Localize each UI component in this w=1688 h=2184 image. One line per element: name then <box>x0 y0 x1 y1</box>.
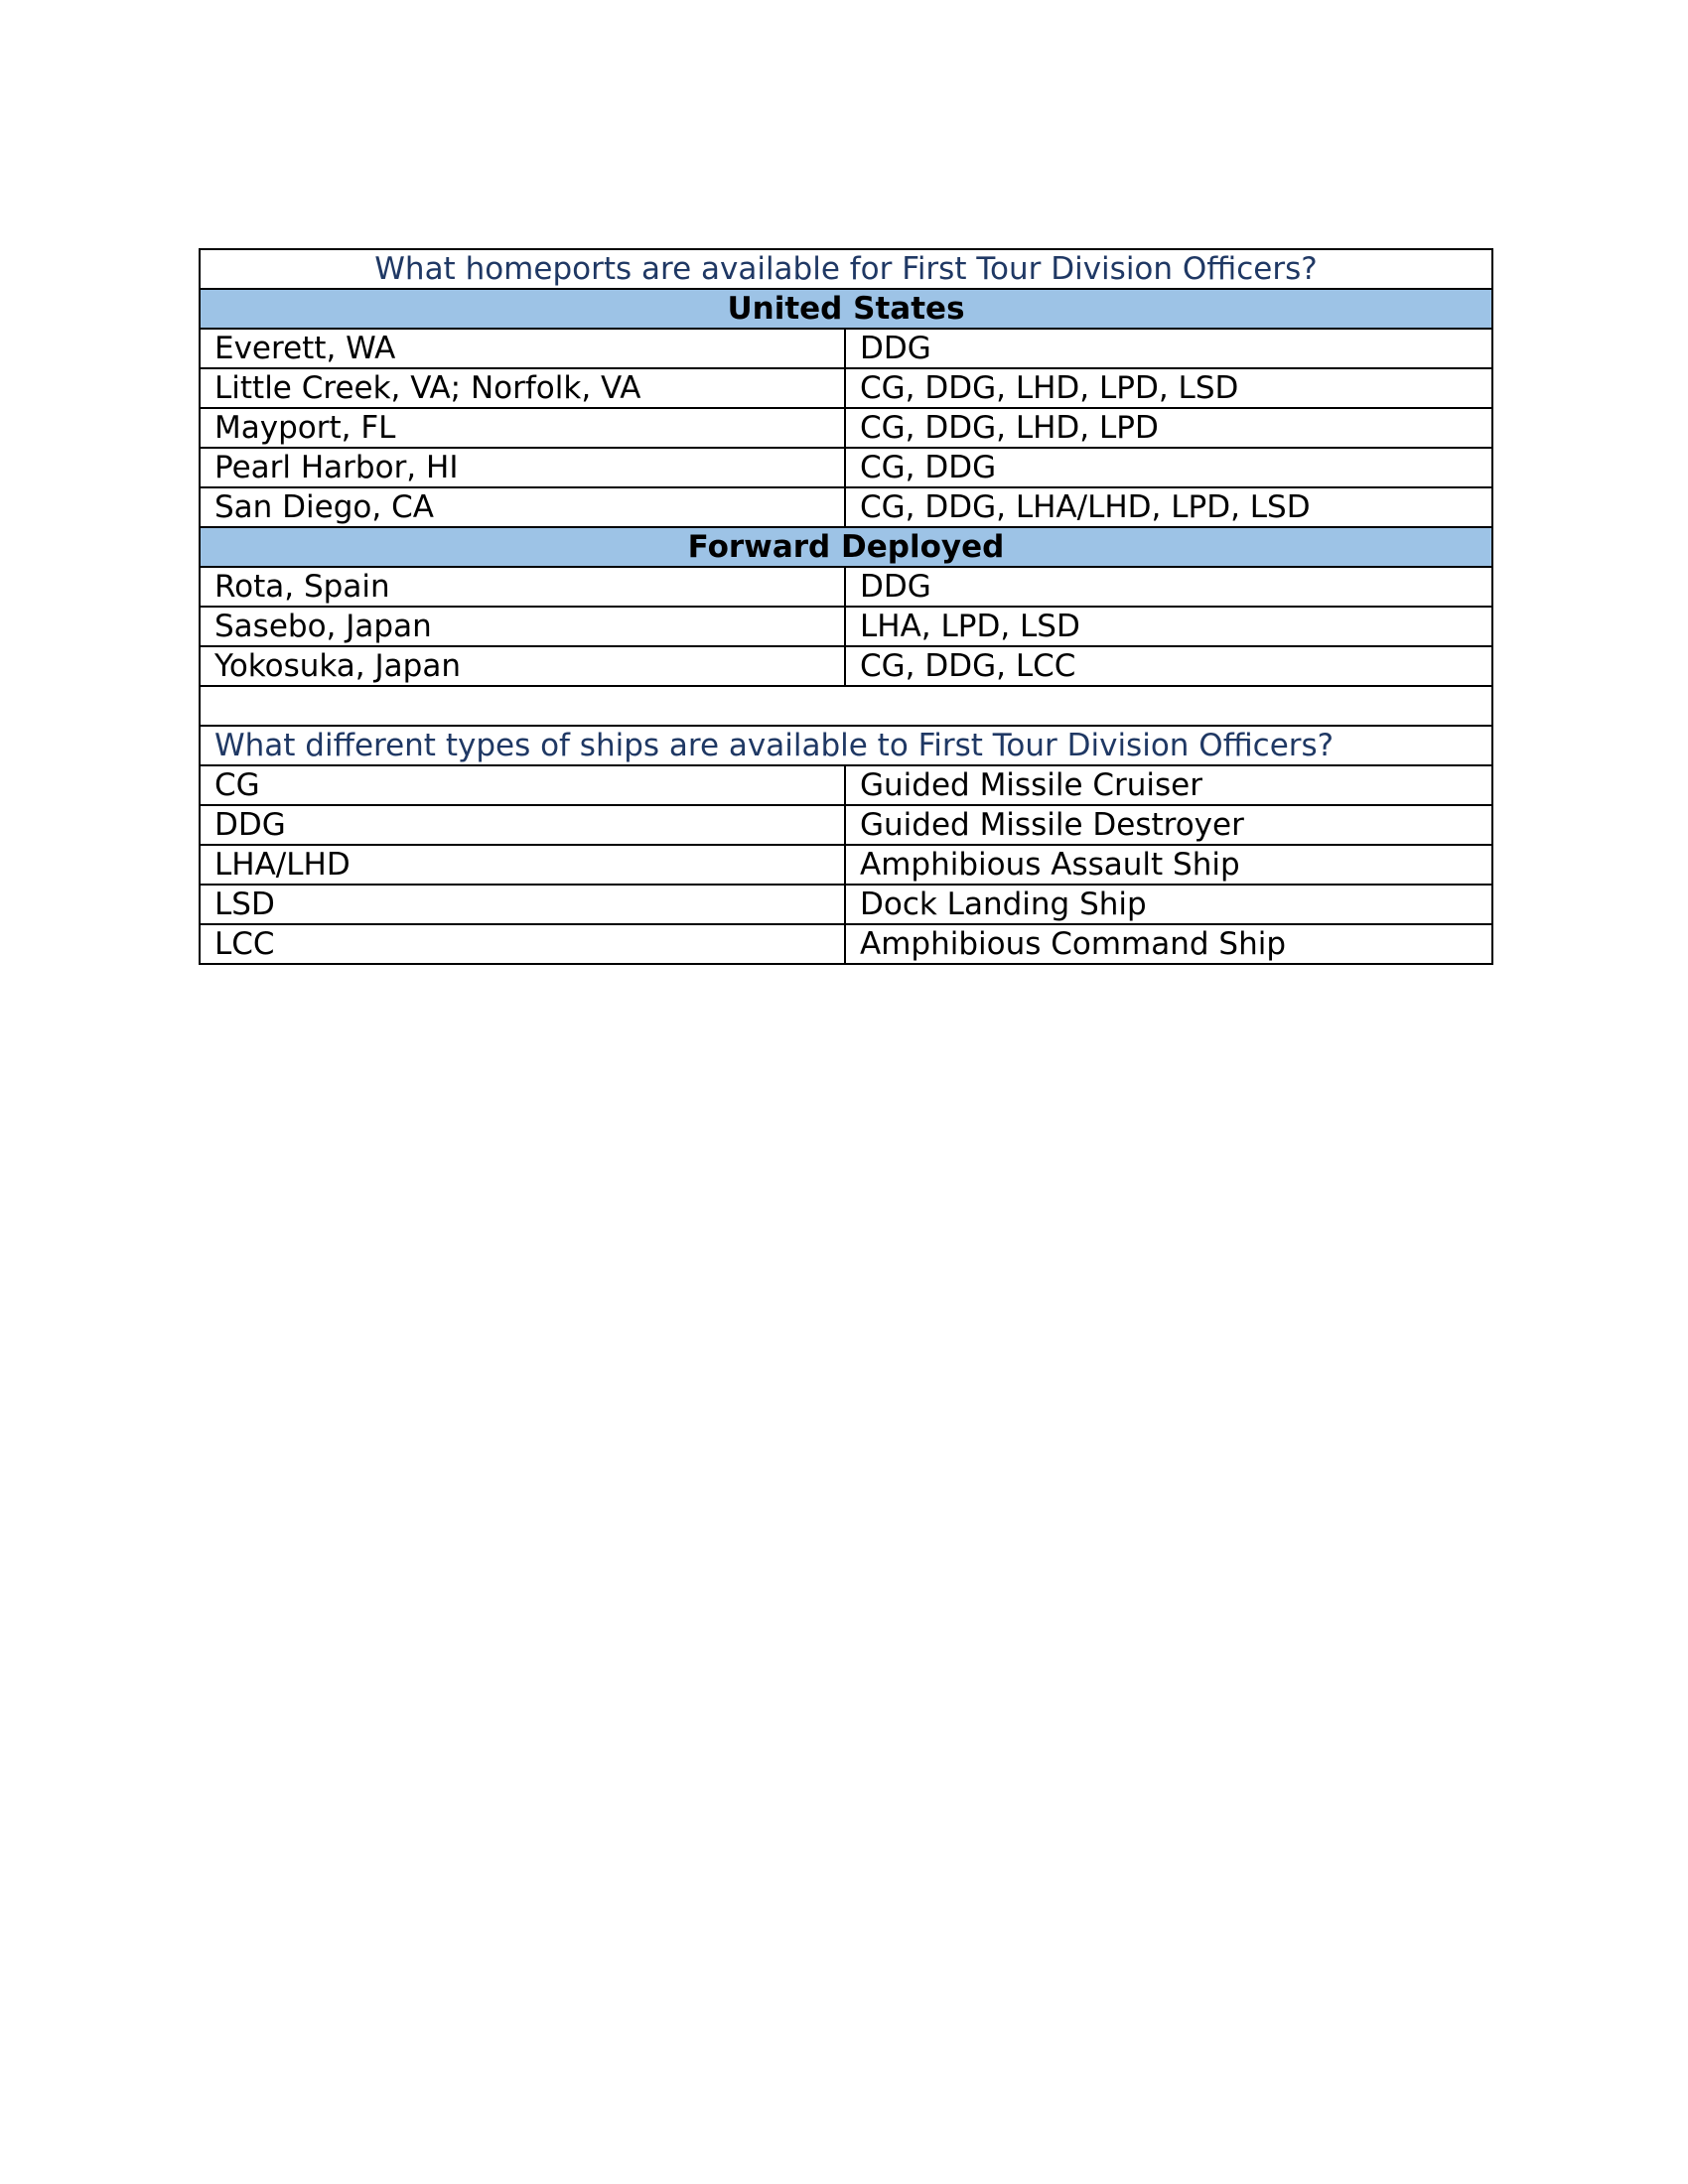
table-row <box>200 487 1492 527</box>
ship-list-cell: CG, DDG, LHD, LPD, LSD <box>845 368 1492 408</box>
ship-list-cell: CG, DDG, LHA/LHD, LPD, LSD <box>845 487 1492 527</box>
ship-name-cell: Guided Missile Destroyer <box>845 805 1492 845</box>
homeport-cell: Yokosuka, Japan <box>200 646 845 686</box>
table-row <box>200 408 1492 448</box>
ship-list-cell: CG, DDG <box>845 448 1492 487</box>
table-row <box>200 805 1492 845</box>
table-row <box>200 765 1492 805</box>
homeports-question-row <box>200 249 1492 289</box>
ship-name-cell: Amphibious Assault Ship <box>845 845 1492 885</box>
homeport-cell: Everett, WA <box>200 329 845 368</box>
section-heading-row <box>200 289 1492 329</box>
homeports-table <box>199 248 1493 965</box>
homeport-cell: Mayport, FL <box>200 408 845 448</box>
table-row <box>200 845 1492 885</box>
table-row <box>200 448 1492 487</box>
ship-code-cell: LHA/LHD <box>200 845 845 885</box>
blank-row <box>200 686 1492 726</box>
ship-list-cell: LHA, LPD, LSD <box>845 607 1492 646</box>
table-row <box>200 329 1492 368</box>
ship-list-cell: CG, DDG, LHD, LPD <box>845 408 1492 448</box>
table-row <box>200 567 1492 607</box>
homeport-cell: Sasebo, Japan <box>200 607 845 646</box>
homeport-cell: Little Creek, VA; Norfolk, VA <box>200 368 845 408</box>
ship-types-question: What different types of ships are available to First Tour Division Officers? <box>200 726 1492 765</box>
section-heading-row <box>200 527 1492 567</box>
section-heading-forward-deployed: Forward Deployed <box>200 527 1492 567</box>
table-row <box>200 607 1492 646</box>
ship-list-cell: DDG <box>845 329 1492 368</box>
table-row <box>200 646 1492 686</box>
ship-code-cell: CG <box>200 765 845 805</box>
homeport-cell: Pearl Harbor, HI <box>200 448 845 487</box>
table-row <box>200 368 1492 408</box>
ship-name-cell: Amphibious Command Ship <box>845 924 1492 964</box>
homeport-cell: Rota, Spain <box>200 567 845 607</box>
ship-list-cell: DDG <box>845 567 1492 607</box>
ship-name-cell: Guided Missile Cruiser <box>845 765 1492 805</box>
table-row <box>200 924 1492 964</box>
blank-cell <box>200 686 1492 726</box>
ship-code-cell: DDG <box>200 805 845 845</box>
homeport-cell: San Diego, CA <box>200 487 845 527</box>
ship-code-cell: LSD <box>200 885 845 924</box>
ship-code-cell: LCC <box>200 924 845 964</box>
table-row <box>200 885 1492 924</box>
section-heading-united-states: United States <box>200 289 1492 329</box>
homeports-question: What homeports are available for First Tour Division Officers? <box>200 249 1492 289</box>
ship-types-question-row <box>200 726 1492 765</box>
ship-name-cell: Dock Landing Ship <box>845 885 1492 924</box>
ship-list-cell: CG, DDG, LCC <box>845 646 1492 686</box>
